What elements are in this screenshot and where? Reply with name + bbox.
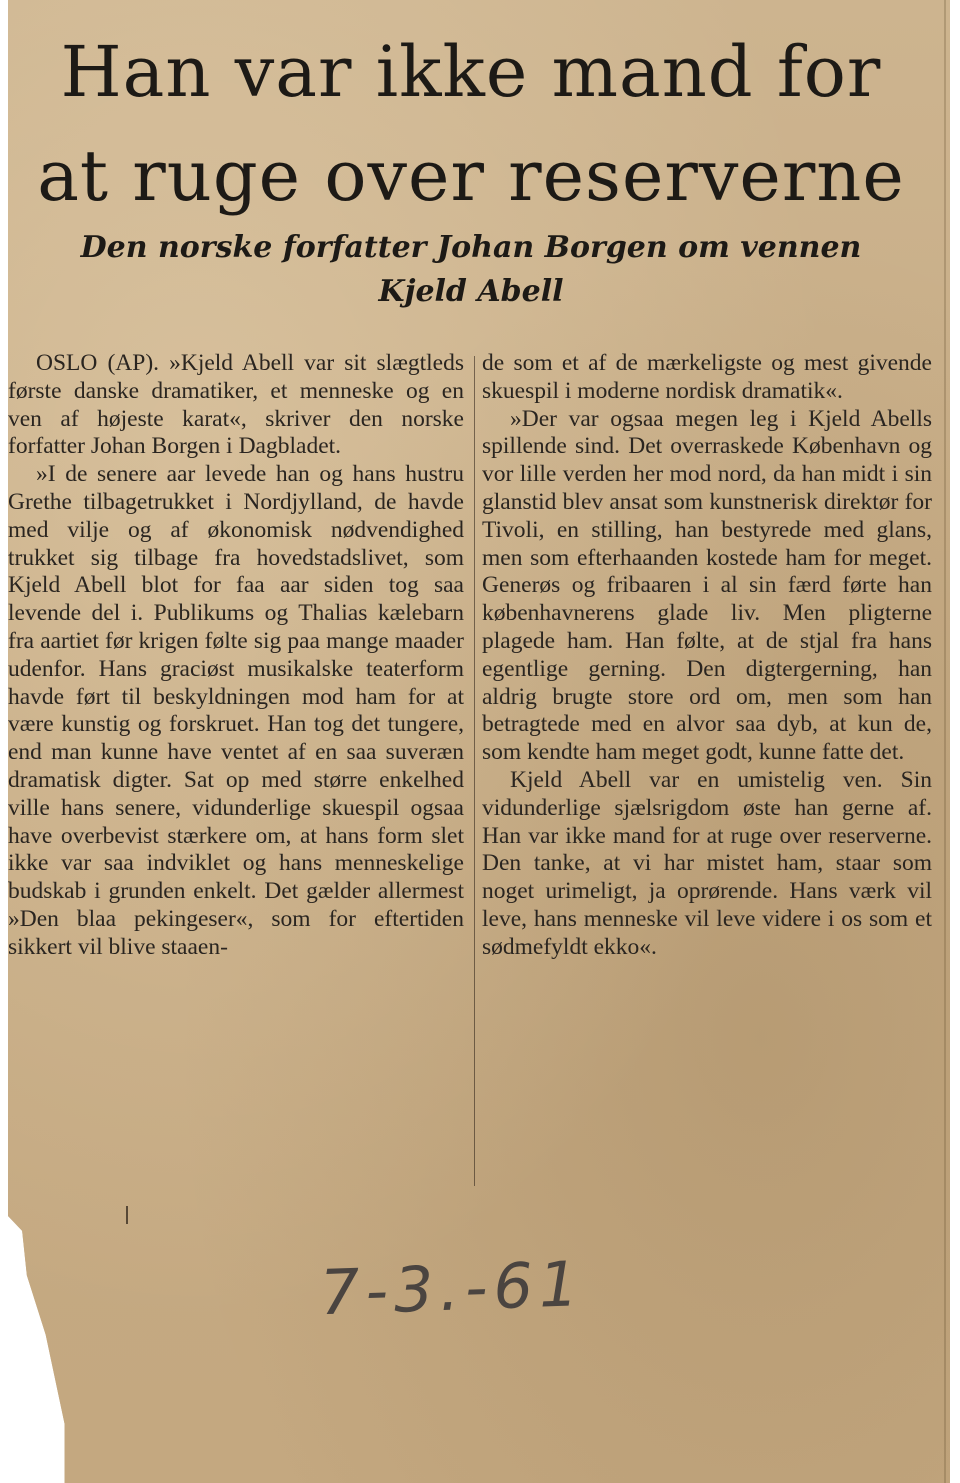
column-divider — [474, 356, 475, 1186]
column-end-mark — [126, 1206, 128, 1224]
headline-line-2: at ruge over reserverne — [37, 135, 905, 217]
headline-line-1: Han var ikke mand for — [60, 31, 882, 113]
headline — [0, 20, 942, 228]
handwritten-date: 7-3.-61 — [318, 1247, 586, 1330]
paragraph: »Der var ogsaa megen leg i Kjeld Abells spillende sind. Det overraskede København og vor lille verden her mod nord, da han midt i sin glanstid blev ansat som kunstnerisk direktør for Tivoli, en stilling, han bestyrede med glans, men som efterhaanden kostede ham for meget. Generøs og fribaaren i al sin færd førte han københavnerens glade liv. Men pligterne plagede ham. Han følte, at de stjal fra hans egentlige gerning. Den digtergerning, han aldrig brugte store ord om, men som han betragtede med en alvor saa dyb, at kun de, som kendte ham meget godt, kunne fatte det. — [482, 405, 932, 766]
subheadline-line-2: Kjeld Abell — [378, 274, 564, 309]
paragraph: Kjeld Abell var en umistelig ven. Sin vidunderlige sjælsrigdom øste han gerne af. Han var ikke mand for at ruge over reserverne. Den tanke, at vi har mistet ham, staar som noget urimeligt, ja oprørende. Hans værk vil leve, hans menneske vil leve videre i os som et sødmefyldt ekko«. — [482, 766, 932, 960]
article-column-left — [8, 350, 464, 962]
fold-line — [944, 0, 946, 1483]
subheadline — [0, 226, 942, 314]
paragraph: OSLO (AP). »Kjeld Abell var sit slægtleds første danske dramatiker, et menneske og en ven af højeste karat«, skriver den norske forfatter Johan Borgen i Dagbladet. — [8, 350, 464, 460]
subheadline-line-1: Den norske forfatter Johan Borgen om vennen — [80, 230, 862, 265]
article-column-right — [482, 350, 932, 962]
paragraph: »I de senere aar levede han og hans hustru Grethe tilbagetrukket i Nordjylland, de havde med vilje og af økonomisk nødvendighed trukket sig tilbage fra hovedstadslivet, som Kjeld Abell blot for faa aar siden tog saa levende del i. Publikums og Thalias kælebarn fra aartiet før krigen følte sig paa mange maader udenfor. Hans graciøst musikalske teaterform havde ført til beskyldningen mod ham for at være kunstig og forskruet. Han tog det tungere, end man kunne have ventet af en saa suveræn dramatisk digter. Sat op med større enkelhed ville hans senere, vidunderlige skuespil ogsaa have overbevist stærkere om, at hans form slet ikke var saa indviklet og hans menneskelige budskab i grunden enkelt. Det gælder allermest »Den blaa pekingeser«, som for eftertiden sikkert vil blive staaen- — [8, 461, 464, 960]
paragraph: de som et af de mærkeligste og mest givende skuespil i moderne nordisk dramatik«. — [482, 350, 932, 404]
